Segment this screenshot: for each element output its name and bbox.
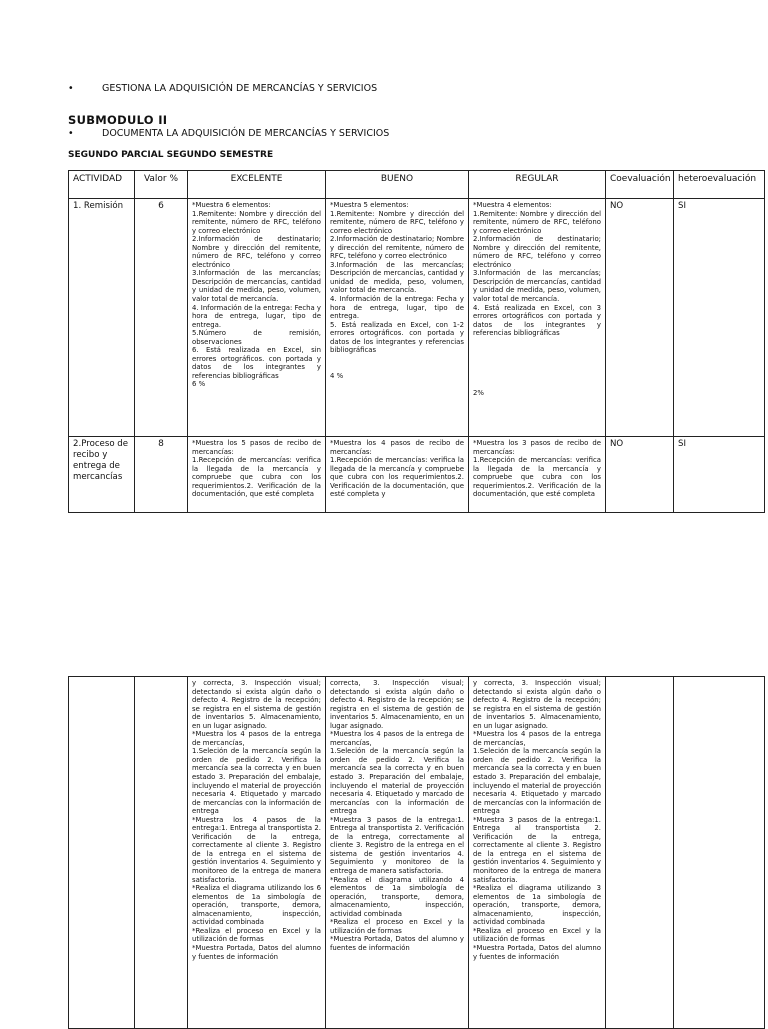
criteria-line: correcta, 3. Inspección visual; detectando si exista algún daño o defecto 4. Registro de la recepción; se registra en el sistema de gestión de inventarios 5. Almacenamiento, en un lugar asignado. [330, 679, 464, 730]
value-cell: 8 [135, 437, 188, 513]
criteria-line: *Muestra 6 elementos: [192, 201, 271, 209]
heteroevaluacion-cell: SI [674, 437, 765, 513]
criteria-line: *Muestra los 5 pasos de recibo de mercancías: [192, 439, 321, 456]
criteria-spacer [473, 338, 601, 389]
column-header-actividad: ACTIVIDAD [69, 171, 135, 199]
criteria-line: 1.Seleción de la mercancía según la orden de pedido 2. Verifica la mercancía sea la correcta y en buen estado 3. Preparación del embalaje, incluyendo el material de proyección necesaria 4. Etiquetado y marcado de mercancías con la información de entrega [473, 747, 601, 816]
heteroevaluacion-cell-empty [674, 677, 765, 1029]
table-row-proceso-continued [69, 677, 765, 1029]
bullet-text: DOCUMENTA LA ADQUISICIÓN DE MERCANCÍAS Y SERVICIOS [102, 128, 390, 139]
criteria-line: *Muestra 3 pasos de la entrega:1. Entrega al transportista 2. Verificación de la entrega, correctamente al cliente 3. Registro de la entrega en el sistema de gestión inventarios 4. Seguimiento y monitoreo de la entrega de manera satisfactoria. [330, 815, 464, 876]
criteria-line: 6. Está realizada en Excel, sin errores ortográficos. con portada y datos de los integrantes y referencias bibliográficas [192, 346, 321, 380]
criteria-line: y correcta, 3. Inspección visual; detectando si exista algún daño o defecto 4. Registro de la recepción; se registra en el sistema de gestión de inventarios 5. Almacenamiento, en un lugar asignado. [192, 679, 321, 730]
activity-cell: 1. Remisión [69, 199, 135, 437]
criteria-excelente-cell [188, 437, 326, 513]
criteria-line: 4. Está realizada en Excel, con 3 errores ortográficos con portada y datos de los integrantes y referencias bibliográficas [473, 303, 601, 338]
column-header-heteroevaluacion: heteroevaluación [674, 171, 765, 199]
criteria-line: 4. Información de la entrega: Fecha y hora de entrega, lugar, tipo de entrega. [192, 303, 321, 329]
activity-cell: 2.Proceso de recibo y entrega de mercancías [69, 437, 135, 513]
coevaluacion-cell-empty [606, 677, 674, 1029]
criteria-line: 1.Recepción de mercancías: verifica la llegada de la mercancía y compruebe que cubra con los requerimientos.2. Verificación de la documentación, que esté completa [192, 456, 321, 499]
criteria-line: y correcta, 3. Inspección visual; detectando si exista algún daño o defecto 4. Registro de la recepción; se registra en el sistema de gestión de inventarios 5. Almacenamiento, en un lugar asignado. [473, 679, 601, 730]
criteria-line: *Realiza el proceso en Excel y la utilización de formas [473, 926, 601, 944]
criteria-line: *Muestra los 3 pasos de recibo de mercancías: [473, 439, 601, 456]
criteria-line: *Muestra Portada, Datos del alumno y fuentes de información [330, 935, 464, 952]
criteria-bueno-cell [326, 437, 469, 513]
criteria-spacer [330, 355, 464, 372]
value-cell-empty [135, 677, 188, 1029]
table-row-proceso [69, 437, 765, 513]
criteria-line: 4. Información de la entrega: Fecha y hora de entrega, lugar, tipo de entrega. [330, 295, 464, 321]
criteria-line: 3.Información de las mercancías; Descripción de mercancías, cantidad y unidad de medida, peso, volumen, valor total de mercancía. [473, 269, 601, 304]
criteria-line: *Muestra 5 elementos: [330, 201, 409, 209]
criteria-line: *Muestra los 4 pasos de recibo de mercancías: [330, 439, 464, 456]
criteria-line: *Muestra los 4 pasos de la entrega de mercancías, [473, 730, 601, 747]
bullet-item-documenta [68, 128, 568, 140]
bullet-icon: • [68, 83, 74, 94]
criteria-percent: 2% [473, 388, 484, 397]
bullet-text: GESTIONA LA ADQUISICIÓN DE MERCANCÍAS Y SERVICIOS [102, 83, 378, 94]
criteria-line: 2.Información de destinatario; Nombre y dirección del remitente, número de RFC, teléfono y correo electrónico [473, 235, 601, 269]
criteria-line: 5. Está realizada en Excel, con 1-2 errores ortográficos. con portada y datos de los integrantes y referencias bibliográficas [330, 320, 464, 355]
activity-cell-empty [69, 677, 135, 1029]
criteria-line: *Muestra Portada, Datos del alumno y fuentes de información [192, 943, 321, 961]
column-header-excelente: EXCELENTE [188, 171, 326, 199]
criteria-percent: 4 % [330, 371, 344, 380]
criteria-percent: 6 % [192, 380, 206, 389]
criteria-line: 1.Seleción de la mercancía según la orden de pedido 2. Verifica la mercancía sea la correcta y en buen estado 3. Preparación del embalaje, incluyendo el material de proyección necesaria 4. Etiquetado y marcado de mercancías con la información de entrega [330, 747, 464, 816]
criteria-line: *Muestra los 4 pasos de la entrega de mercancías, [330, 730, 464, 747]
criteria-line: *Muestra 3 pasos de la entrega:1. Entrega al transportista 2. Verificación de la entrega, correctamente al cliente 3. Registro de la entrega en el sistema de gestión inventarios 4. Seguimiento y monitoreo de la entrega de manera satisfactoria. [473, 815, 601, 884]
period-heading: SEGUNDO PARCIAL SEGUNDO SEMESTRE [68, 150, 274, 160]
criteria-line: 2.Información de destinatario; Nombre y dirección del remitente, número de RFC, teléfono y correo electrónico [330, 235, 464, 261]
criteria-line: 1.Remitente: Nombre y dirección del remitente, número de RFC, teléfono y correo electrónico [330, 209, 464, 235]
value-cell: 6 [135, 199, 188, 437]
criteria-line: 2.Información de destinatario; Nombre y dirección del remitente, número de RFC, teléfono y correo electrónico [192, 235, 321, 269]
criteria-line: 3.Información de las mercancías; Descripción de mercancías, cantidad y unidad de medida, peso, volumen, valor total de mercancía. [192, 269, 321, 304]
criteria-line: *Muestra Portada, Datos del alumno y fuentes de información [473, 943, 601, 961]
column-header-coevaluacion: Coevaluación [606, 171, 674, 199]
criteria-regular-cell [469, 199, 606, 437]
bullet-item-gestiona [68, 83, 568, 95]
criteria-line: 1.Remitente: Nombre y dirección del remitente, número de RFC, teléfono y correo electrónico [192, 209, 321, 235]
column-header-regular: REGULAR [469, 171, 606, 199]
criteria-line: 1.Remitente: Nombre y dirección del remitente, número de RFC, teléfono y correo electrónico [473, 209, 601, 235]
submodule-title: SUBMODULO II [68, 113, 168, 127]
criteria-line: 3.Información de las mercancías; Descripción de mercancías, cantidad y unidad de medida, peso, volumen, valor total de mercancía. [330, 260, 464, 295]
criteria-regular-cell [469, 677, 606, 1029]
criteria-bueno-cell [326, 677, 469, 1029]
criteria-line: *Realiza el proceso en Excel y la utilización de formas [192, 926, 321, 944]
criteria-line: *Realiza el diagrama utilizando los 6 elementos de 1a simbología de operación, transporte, demora, almacenamiento, inspección, actividad combinada [192, 884, 321, 927]
criteria-excelente-cell [188, 677, 326, 1029]
table-header-row [69, 171, 765, 199]
criteria-line: 1.Seleción de la mercancía según la orden de pedido 2. Verifica la mercancía sea la correcta y en buen estado 3. Preparación del embalaje, incluyendo el material de proyección necesaria 4. Etiquetado y marcado de mercancías con la información de entrega [192, 747, 321, 816]
criteria-line: *Realiza el proceso en Excel y la utilización de formas [330, 918, 464, 935]
bullet-icon: • [68, 128, 74, 139]
rubric-table [68, 170, 765, 513]
criteria-line: *Realiza el diagrama utilizando 4 elementos de 1a simbología de operación, transporte, demora, almacenamiento, inspección, actividad combinada [330, 875, 464, 918]
column-header-bueno: BUENO [326, 171, 469, 199]
rubric-table-continuation [68, 676, 765, 1029]
criteria-bueno-cell [326, 199, 469, 437]
coevaluacion-cell: NO [606, 199, 674, 437]
criteria-line: *Muestra los 4 pasos de la entrega de mercancías, [192, 730, 321, 747]
criteria-line: *Muestra los 4 pasos de la entrega:1. Entrega al transportista 2. Verificación de la entrega, correctamente al cliente 3. Registro de la entrega en el sistema de gestión inventarios 4. Seguimiento y monitoreo de la entrega de manera satisfactoria. [192, 815, 321, 884]
coevaluacion-cell: NO [606, 437, 674, 513]
criteria-line: *Realiza el diagrama utilizando 3 elementos de 1a simbología de operación, transporte, demora, almacenamiento, inspección, actividad combinada [473, 884, 601, 927]
criteria-excelente-cell [188, 199, 326, 437]
criteria-line: *Muestra 4 elementos: [473, 201, 552, 209]
criteria-line: 5.Número de remisión, observaciones [192, 329, 321, 346]
criteria-line: 1.Recepción de mercancías: verifica la llegada de la mercancía y compruebe que cubra con los requerimientos.2. Verificación de la documentación, que esté completa y [330, 456, 464, 499]
table-row-remision [69, 199, 765, 437]
criteria-regular-cell [469, 437, 606, 513]
column-header-valor: Valor % [135, 171, 188, 199]
criteria-line: 1.Recepción de mercancías: verifica la llegada de la mercancía y compruebe que cubra con los requerimientos.2. Verificación de la documentación, que esté completa [473, 456, 601, 499]
heteroevaluacion-cell: SI [674, 199, 765, 437]
